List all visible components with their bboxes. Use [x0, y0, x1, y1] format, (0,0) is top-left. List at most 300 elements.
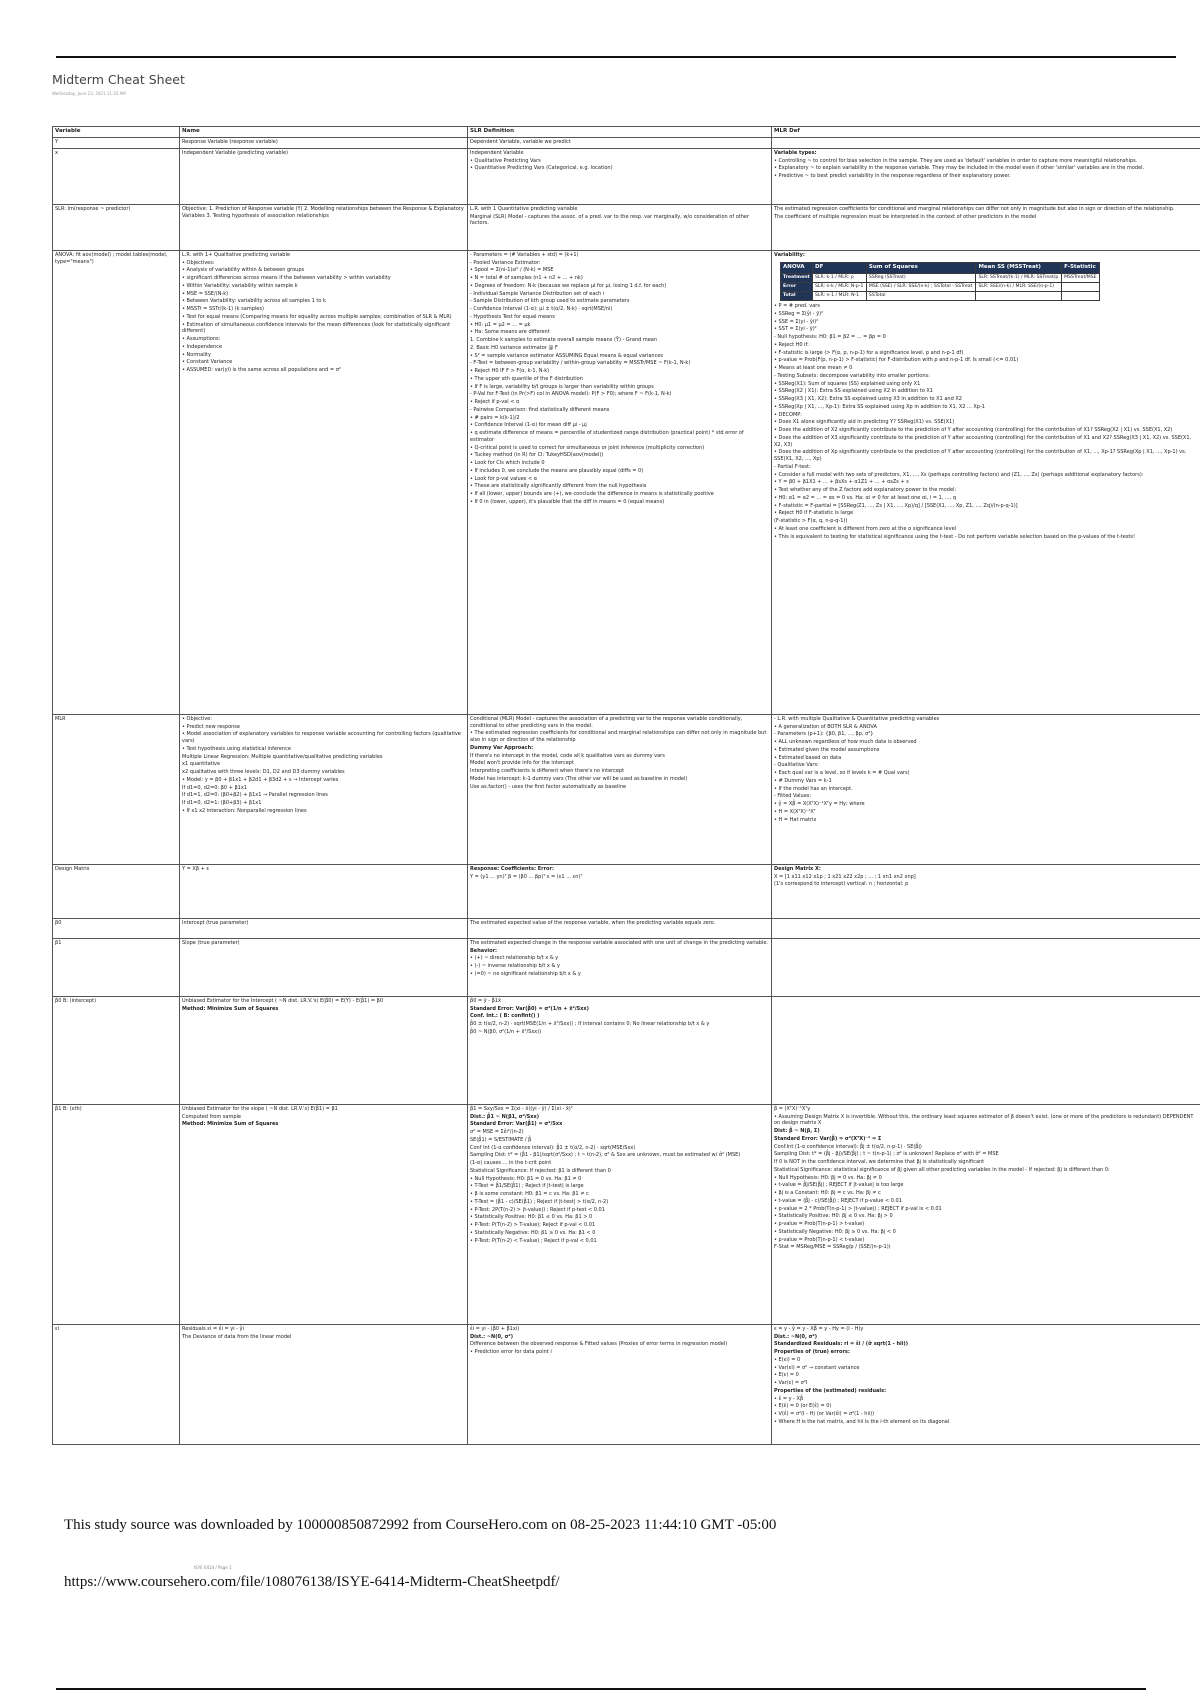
cell-line: • Estimation of simultaneous confidence intervals for the mean differences (look for statistically significant different) [182, 321, 451, 335]
anova-cell: Error [781, 282, 813, 291]
cell-line: • ALL unknown regardless of how much data is observed [774, 739, 917, 745]
cell-line: (1-α) causes ... in the t-crit point [470, 1160, 552, 1166]
cell-line: Conf. Int.: ( B: confint() ) [470, 1013, 540, 1020]
cell-line: β̂0 ~ N(β0, σ²(1/n + x̄²/Sxx)) [470, 1028, 542, 1035]
cell-line: • If all (lower, upper) bounds are (+), we conclude the difference in means is statistically positive [470, 491, 714, 497]
cell-line: Properties of the (estimated) residuals: [774, 1387, 887, 1394]
cell-line: - Individual Sample Variance Distribution set of each i [470, 290, 605, 297]
cell-line: • Assuming Design Matrix X is invertible. Without this, the ordinary least squares estimator of β doesn't exist. (one or more of the predictors is redundant) DEPENDENT on design matrix X [774, 1113, 1194, 1127]
cell-line: Statistical Significance: If rejected: β1 is different than 0 [470, 1167, 611, 1174]
cell-line: - Null hypothesis: H0: β1 = β2 = ... = βp = 0 [774, 334, 886, 341]
cell-line: ε = y - ŷ = y - Xβ̂ = y - Hy = (I - H)y [774, 1325, 864, 1332]
cell-line: • Does the addition of Xp significantly contribute to the prediction of Y after accounting (controlling) for the contribution of X1, ..., Xp-1? SSReg(Xp | X1, ..., Xp-1) vs. SSE(X1, X2, ..., Xp) [774, 449, 1187, 463]
cell-line: • N = total # of samples (n1 + n2 + ... + nk) [470, 275, 583, 281]
cell-line: • S² = sample variance estimator ASSUMING Equal means & equal variances [470, 352, 664, 359]
cell-slr [468, 996, 772, 1104]
cell-line: - Pairwise Comparison: find statistically different means [470, 406, 610, 413]
cell-line: - Qualitative Vars: [774, 762, 819, 769]
cell-slr [468, 918, 772, 938]
cell-line: L.R. with 1 Quantitative predicting variable [470, 205, 578, 212]
variable-label: Design Matrix [55, 865, 90, 872]
cell-line: • Consider a full model with two sets of predictors, X1, ..., Xs (perhaps controlling factors) and (Z1, ..., Zs) (perhaps additional explanatory factors): [774, 471, 1144, 478]
cell-line: • Constant Variance [182, 359, 233, 366]
cell-variable [53, 918, 180, 938]
column-header-name: Name [180, 127, 468, 138]
cell-line: ε̂i = yi - (β̂0 + β̂1xi) [470, 1325, 520, 1332]
cell-line: Model has intercept: k-1 dummy vars (The other var will be used as baseline in model) [470, 775, 688, 782]
cell-name [180, 864, 468, 918]
table-row [53, 138, 1200, 149]
cell-line: • βj is a Constant: H0: βj = c vs. Ha: βj ≠ c [774, 1190, 881, 1196]
table-row [53, 250, 1200, 714]
top-rule [56, 56, 1176, 58]
cell-line: If d1=0, d2=0: β0 + β1x1 [182, 784, 247, 791]
cell-line: • β is some constant: H0: β1 = c vs. Ha: β1 ≠ c [470, 1191, 589, 1197]
cell-line: Dummy Var Approach: [470, 744, 534, 751]
cell-line: • Prediction error for data point i [470, 1349, 552, 1355]
variable-label: β̂1 B: (xth) [55, 1105, 82, 1112]
cell-line: Conf.Int (1-α confidence interval): β̂j ± t(α/2, n-p-1) · SE(β̂j) [774, 1143, 922, 1150]
cell-line: Method: Minimize Sum of Squares [182, 1005, 279, 1012]
cell-line: - Testing Subsets: decompose variability into smaller portions: [774, 372, 930, 379]
cell-line: The estimated expected change in the response variable associated with one unit of change in the predicting variable. [470, 939, 768, 946]
cell-line: • Null Hypothesis: H0: βj = 0 vs. Ha: βj ≠ 0 [774, 1174, 882, 1181]
anova-header: ANOVA [781, 262, 813, 273]
cell-slr [468, 204, 772, 250]
table-body [53, 138, 1200, 1445]
cell-line: Dependent Variable, variable we predict [470, 139, 571, 145]
variable-label: β1 [55, 939, 62, 946]
cell-line: • E(ε) = 0 [774, 1372, 799, 1379]
cell-variable [53, 148, 180, 204]
cell-line: • These are statistically significantly different from the null hypothesis [470, 483, 647, 490]
cell-line: • Reject H0 if: [774, 341, 809, 348]
cell-line: • Estimated based on data [774, 754, 842, 761]
cell-variable [53, 864, 180, 918]
cell-line: • p-value = Prob(F(p, n-p-1) > F-statistic) for F-distribution with p and n-p-1 df. Is small (<= 0.01) [774, 357, 1019, 364]
cell-variable [53, 204, 180, 250]
cell-line: • Analysis of variability within & between groups [182, 267, 305, 274]
cell-line: • Each qual var is a level, so if levels k = # Qual vars) [774, 770, 910, 776]
cell-line: • SSReg(X2 | X1): Extra SS explained using X2 in addition to X1 [774, 388, 933, 395]
cell-line: • Does the addition of X3 significantly contribute to the prediction of Y after accounting (controlling) for the contribution of X1 and X2? SSReg(X3 | X1, X2) vs. SSE(X1, X2, X3) [774, 434, 1192, 448]
cell-line: • Within Variability: variability within sample k [182, 282, 298, 289]
cell-line: Variability: [774, 251, 805, 258]
cell-line: • Reject H0 if F-statistic is large [774, 510, 854, 517]
cell-line: Variable types: [774, 149, 817, 156]
anova-table [780, 262, 1100, 302]
cell-line: Y = Xβ + ε [182, 865, 210, 872]
cell-line: x2 qualitative with three levels: D1, D2 and D3 dummy variables [182, 769, 345, 775]
anova-row [781, 291, 1100, 300]
cell-line: • SSReg = Σ(ŷi - ȳ)² [774, 310, 824, 317]
anova-cell: SSTotal [866, 291, 976, 300]
cell-name [180, 138, 468, 149]
cell-name [180, 714, 468, 864]
cell-line: • (+) ~ direct relationship b/t x & y [470, 955, 559, 962]
cell-line: L.R. with 1+ Qualitative predicting variable [182, 251, 290, 258]
cell-line: • Spool = Σ(ni-1)si² / (N-k) = MSE [470, 267, 554, 274]
cheat-sheet-table [52, 126, 1200, 1445]
cell-line: • (-) ~ inverse relationship b/t x & y [470, 963, 560, 969]
variable-label: SLR: lm(response ~ predictor) [55, 205, 131, 212]
table-row [53, 1104, 1200, 1324]
cell-line: Standard Error: Var(β̂0) = σ²(1/n + x̄²/Sxx) [470, 1005, 589, 1012]
cell-slr [468, 864, 772, 918]
cell-line: X = [1 x11 x12 x1p ; 1 x21 x22 x2p ; ... ; 1 xn1 xn2 xnp] [774, 873, 916, 880]
cell-line: • Statistically Positive: H0: βj ≤ 0 vs. Ha: βj > 0 [774, 1213, 893, 1220]
anova-row [781, 273, 1100, 282]
anova-header: DF [813, 262, 867, 273]
cell-line: • The upper αth quantile of the F distribution [470, 375, 583, 382]
cell-line: Properties of (true) errors: [774, 1349, 850, 1355]
cell-line: Response Variable (response variable) [182, 139, 278, 145]
cell-line: Model won't provide info for the intercept [470, 760, 574, 767]
cell-line: Standard Error: Var(β̂1) = σ²/Sxx [470, 1121, 563, 1128]
anova-row [781, 282, 1100, 291]
variable-label: εi [55, 1325, 60, 1332]
cell-line: x1 quantitative [182, 761, 221, 768]
cell-line: • Var(εi) = σ² → constant variance [774, 1364, 860, 1371]
cell-variable [53, 938, 180, 996]
cell-line: • Means at least one mean ≠ 0 [774, 365, 853, 372]
cell-line: • SST = Σ(yi - ȳ)² [774, 326, 817, 333]
cell-line: • Look for CIs which include 0 [470, 460, 545, 466]
cell-line: Use as.factor() - uses the first factor automatically as baseline [470, 783, 627, 790]
cell-line: • Reject H0 IF F > F(α, k-1, N-k) [470, 368, 550, 374]
variable-label: x [55, 149, 58, 156]
column-header-slr-definition: SLR Definition [468, 127, 772, 138]
cell-line: • Reject if p-val < α [470, 399, 520, 405]
cell-line: • Statistically Positive: H0: β1 ≤ 0 vs. Ha: β1 > 0 [470, 1214, 593, 1221]
header-row [53, 127, 1200, 138]
variable-label: Y [55, 139, 59, 145]
cell-line: Independent Variable [470, 149, 524, 156]
cell-name [180, 148, 468, 204]
cell-mlr [772, 204, 1200, 250]
cell-line: Marginal (SLR) Model - captures the assoc. of a pred. var to the resp. var marginally, w/o consideration of other factors. [470, 213, 750, 227]
cell-line: • P-Test: 2P(T(n-2) > |t-value|) ; Reject if p-test < 0.01 [470, 1206, 605, 1213]
cell-line: • Test whether any of the Z factors add explanatory power to the model: [774, 487, 957, 494]
cell-mlr [772, 918, 1200, 938]
cell-line: • Controlling ~ to control for bias selection in the sample. They are used as 'default' variables in order to capture more meaningful relationships. [774, 157, 1138, 164]
anova-cell: Total [781, 291, 813, 300]
cell-slr [468, 138, 772, 149]
cell-slr [468, 1104, 772, 1324]
anova-cell [1062, 282, 1100, 291]
cell-line: • Model: y = β0 + β1x1 + β2d1 + β3d2 + ε → Intercept varies [182, 776, 339, 783]
cell-line: Conf Int (1-α confidence interval): β̂1 ± t(α/2, n-2) · sqrt(MSE/Sxx) [470, 1144, 636, 1151]
cell-line: • If includes 0, we conclude the means are plausibly equal (diffs = 0) [470, 467, 644, 474]
cell-line: • If the model has an intercept. [774, 785, 853, 792]
cell-line: β̂1 = Sxy/Sxx = Σ(xi - x̄)(yi - ȳ) / Σ(xi - x̄)² [470, 1105, 573, 1112]
cell-line: If d1=1, d2=0: (β0+β2) + β1x1 → Parallel regression lines [182, 792, 328, 799]
anova-header: F-Statistic [1062, 262, 1100, 273]
cell-line: - Partial F-test: [774, 463, 811, 470]
anova-cell: MSSTreat/MSE [1062, 273, 1100, 282]
cell-line: Difference between the observed response & Fitted values (Proxies of error terms in regression model) [470, 1341, 728, 1348]
cell-line: (F-statistic > F(α, q, n-p-q-1)) [774, 518, 848, 525]
cell-line: - Pooled Variance Estimator: [470, 259, 541, 266]
cell-line: • V(ε̂) = σ²(I - H) (or Var(ε̂i) = σ²(1 - hii)) [774, 1411, 875, 1417]
cell-line: Y = (y1 ... yn)ᵀ β = (β0 ... βp)ᵀ ε = (ε1 ... εn)ᵀ [470, 873, 583, 880]
anova-cell: SSReg (SSTreat) [866, 273, 976, 282]
cell-line: - Parameters = (# Variables + std) = (k+1) [470, 251, 579, 258]
cell-line: • E(ε̂) = 0 (or E(ε̂) = 0) [774, 1403, 832, 1410]
cell-line: • A generalization of BOTH SLR & ANOVA [774, 723, 877, 730]
table-row [53, 1324, 1200, 1444]
anova-cell: SLR: k-1 / MLR: p [813, 273, 867, 282]
cell-slr [468, 1324, 772, 1444]
cell-line: • P-Test: P(T(n-2) > T-value); Reject if p-val < 0.01 [470, 1222, 596, 1228]
cell-slr [468, 250, 772, 714]
cell-variable [53, 714, 180, 864]
cell-line: • ASSUMED: var(yi) is the same across all populations and = σ² [182, 367, 341, 373]
cell-line: Computed from sample [182, 1113, 241, 1120]
cell-line: • (=0) ~ no significant relationship b/t x & y [470, 970, 581, 977]
cell-line: If d1=0, d2=1: (β0+β3) + β1x1 [182, 800, 262, 806]
cell-slr [468, 714, 772, 864]
cell-line: • Q-critical point is used to correct for simultaneous or joint inference (multiplicity correction) [470, 444, 705, 451]
anova-cell [976, 291, 1062, 300]
cell-name [180, 250, 468, 714]
cell-line: • MSSTr = SSTr/(k-1) (k samples) [182, 306, 264, 312]
cell-line: Response: Coefficients: Error: [470, 865, 554, 872]
cell-line: β̂0 ± t(α/2, n-2) · sqrt(MSE(1/n + x̄²/Sxx)) ; If interval contains 0: No linear relationship b/t x & y [470, 1021, 710, 1027]
bottom-rule [56, 1688, 1146, 1690]
cell-line: Multiple Linear Regression: Multiple quantitative/qualitative predicting variables [182, 753, 383, 760]
cell-line: • Objective: [182, 715, 212, 722]
anova-header: Sum of Squares [866, 262, 976, 273]
cell-line: • Degrees of freedom: N-k (because we replace μi for μi, losing 1 d.f. for each) [470, 282, 667, 289]
cell-line: Method: Minimize Sum of Squares [182, 1121, 279, 1128]
cell-line: • H0: α1 = α2 = ... = αs = 0 vs. Ha: αi ≠ 0 for at least one αi, i = 1, ..., q [774, 494, 957, 501]
cell-line: • E(εi) = 0 [774, 1356, 801, 1363]
cell-line: • Model association of explanatory variables to response variable accounting for controlling factors (qualitative vars) [182, 731, 461, 744]
table-row [53, 864, 1200, 918]
cell-line: Standard Error: Var(β̂) = σ²(XᵀX)⁻¹ = Σ [774, 1135, 882, 1142]
cell-line: The Deviance of data from the linear model [182, 1333, 292, 1340]
cell-mlr [772, 714, 1200, 864]
cell-slr [468, 938, 772, 996]
anova-cell: SLR: n-k / MLR: N-p-1 [813, 282, 867, 291]
cell-line: The estimated regression coefficients for conditional and marginal relationships can differ not only in magnitude but also in sign or direction of the relationship. [774, 205, 1175, 212]
cell-line: • Var(ε) = σ²I [774, 1380, 808, 1386]
cell-line: • Explanatory ~ to explain variability in the response variable. They may be included in the model even if other 'similar' variables are in the model. [774, 165, 1145, 172]
cell-line: Sampling Dist: t* = (β̂j - βj)/SE(β̂j) ; t ~ t(n-p-1) ; σ² is unknown! Replace σ² with σ̂² = MSE [774, 1151, 999, 1158]
cell-line: The coefficient of multiple regression must be interpreted in the context of other predictors in the model [774, 213, 1037, 220]
variable-label: ANOVA: fit aov(model) ; model.tables(model, type="means") [55, 251, 168, 265]
page-title: Midterm Cheat Sheet [52, 72, 185, 87]
cell-line: - P-Val for F-Test (in Pr(>F) col in ANOVA model): P(F > F0); where F ~ F(k-1, N-k) [470, 391, 672, 398]
cell-line: Slope (true parameter) [182, 939, 240, 946]
cell-line: • F-statistic = F-partial = [SSReg(Z1, ..., Zs | X1, ..., Xp)/q] / [SSE(X1, ..., Xp, Z1, ..., Zq)/(n-p-q-1)] [774, 502, 1018, 509]
cell-variable [53, 138, 180, 149]
variable-label: MLR [55, 715, 66, 722]
cell-line: • Assumptions: [182, 336, 221, 342]
cell-line: Dist: β̂ ~ N(β, Σ) [774, 1128, 820, 1134]
cell-line: β̂0 = ȳ - β̂1x̄ [470, 997, 502, 1004]
cell-line: - Parameters (p+1): {β0, β1, ..., βp, σ²} [774, 731, 874, 738]
cell-line: Intercept (true parameter) [182, 919, 249, 926]
page-date: Wednesday, June 23, 2021 11:33 AM [52, 91, 126, 96]
cell-variable [53, 996, 180, 1104]
cell-line: • H = X(XᵀX)⁻¹Xᵀ [774, 808, 816, 815]
cell-line: • DECOMP: [774, 411, 802, 418]
cell-line: • t-value = β̂j/SE(β̂j) ; REJECT if |t-value| is too large [774, 1182, 904, 1189]
cell-line: • Ha: Some means are different [470, 329, 550, 336]
cell-line: • P = # pred. vars [774, 303, 820, 310]
cell-line: • Look for p-val values < α [470, 475, 538, 482]
cell-line: Design Matrix X: [774, 865, 821, 872]
cell-line: The estimated expected value of the response variable, when the predicting variable equals zero. [470, 919, 716, 926]
cell-line: SE(β̂1) = S/ESTIMATE / β̂ [470, 1136, 532, 1143]
table-row [53, 148, 1200, 204]
cell-line: • Objectives: [182, 259, 215, 266]
cell-line: • Statistically Negative: H0: βj ≥ 0 vs. Ha: βj < 0 [774, 1228, 896, 1235]
table-row [53, 996, 1200, 1104]
anova-header: Mean SS (MSSTreat) [976, 262, 1062, 273]
cell-mlr [772, 1324, 1200, 1444]
cell-line: σ² = MSE = Σε̂i²/(n-2) [470, 1129, 524, 1135]
cell-line: • ε̂ = y - Xβ̂ [774, 1395, 804, 1402]
cell-mlr [772, 250, 1200, 714]
cell-line: Dist.: β̂1 ~ N(β1, σ²/Sxx) [470, 1113, 540, 1120]
cell-line: Sampling Dist: t* = (β̂1 - β1)/sqrt(σ²/Sxx) ; t ~ t(n-2), σ² & Sxx are unknown, must be estimated w/ σ̂² (MSE) [470, 1152, 741, 1159]
cell-line: • Where H is the hat matrix, and hii is the i-th element on its diagonal [774, 1418, 950, 1425]
cell-line: • Predict new response [182, 723, 240, 730]
cell-line: • ŷ = Xβ̂ = X(XᵀX)⁻¹Xᵀy = Hy; where [774, 801, 865, 807]
cell-line: • Between Variability: variability across all samples 1 to k [182, 298, 326, 305]
cell-line: Interpreting coefficients is different when there's no intercept [470, 768, 625, 774]
cell-line: • Predictive ~ to best predict variability in the response regardless of their explanatory power. [774, 173, 1011, 179]
cell-line: 1. Combine k samples to estimate overall sample means (Ȳ) - Grand mean [470, 337, 658, 343]
cell-line: • p-value = Prob(T(n-p-1) > t-value) [774, 1221, 865, 1227]
cell-line: • Tuckey method (in R) for CI: TukeyHSD(aov(model)) [470, 452, 604, 459]
cell-name [180, 938, 468, 996]
cell-line: Dist.: ~N(0, σ²) [470, 1333, 514, 1340]
cell-line: (1's correspond to intercept) vertical: n ; horizontal: p [774, 881, 909, 888]
cell-line: • Does X1 alone significantly aid in predicting Y? SSReg(X1) vs. SSE(X1) [774, 419, 955, 426]
cell-line: • T-Test = β̂1/SE(β̂1) ; Reject if |t-test| is large [470, 1183, 584, 1190]
page-marker: ISYE 6414 / Page 1 [194, 1565, 232, 1570]
cell-line: • Does the addition of X2 significantly contribute to the prediction of Y after accounting (controlling) for the contribution of X1? SSReg(X2 | X1) vs. SSE(X1, X2) [774, 427, 1173, 434]
cell-line: Conditional (MLR) Model - captures the association of a predicting var to the response variable conditionally, conditional to other predicting vars in the model. [470, 715, 743, 729]
cell-name [180, 996, 468, 1104]
cell-line: • T-Test = (β̂1 - c)/SE(β̂1) ; Reject if |t-test| > t(α/2, n-2) [470, 1198, 609, 1205]
cell-line: Objective: 1. Prediction of Response variable (Y) 2. Modelling relationships between the Response & Explanatory Variables 3. Testing hypothesis of association relationships [182, 205, 464, 219]
cell-line: Independent Variable (predicting variable) [182, 149, 288, 156]
cell-line: • Test for equal means (Comparing means for equality across multiple samples; combination of SLR & MLR) [182, 313, 452, 320]
variable-label: β̂0 B: (intercept) [55, 997, 97, 1004]
column-header-mlr-def: MLR Def [772, 127, 1200, 138]
cell-variable [53, 1324, 180, 1444]
cell-line: β̂ = (XᵀX)⁻¹Xᵀy [774, 1105, 811, 1112]
cell-line: - Confidence Interval (1-α): μi ± t(α/2, N-k) · sqrt(MSE/ni) [470, 306, 613, 312]
cell-line: Unbiased Estimator for the slope ( ~N dist. LR.V.'s) E(β̂1) = β1 [182, 1105, 338, 1112]
cell-mlr [772, 996, 1200, 1104]
source-url[interactable]: https://www.coursehero.com/file/108076138/ISYE-6414-Midterm-CheatSheetpdf/ [64, 1574, 560, 1590]
cell-line: • p-value = 2 * Prob(T(n-p-1) > |t-value|) ; REJECT if p-val is < 0.01 [774, 1205, 942, 1212]
cell-mlr [772, 864, 1200, 918]
cell-line: If there's no intercept in the model, code all k qualitative vars as dummy vars [470, 752, 665, 759]
cell-mlr [772, 1104, 1200, 1324]
table-row [53, 938, 1200, 996]
cell-line: If 0 is NOT in the confidence interval, we determine that βj is statistically significant [774, 1159, 985, 1165]
cell-line: • Confidence Interval (1-α) for mean diff μi - μj [470, 422, 587, 429]
cell-variable [53, 1104, 180, 1324]
cell-variable [53, 250, 180, 714]
table-row [53, 204, 1200, 250]
cell-line: • Normality [182, 351, 211, 358]
anova-cell: SLR: n-1 / MLR: N-1 [813, 291, 867, 300]
cell-line: Residuals εi = ε̂i = yi - ŷi [182, 1325, 244, 1332]
cell-line: • Y = β0 + β1X1 + ... + βsXs + α1Z1 + ... + αsZs + ε [774, 479, 909, 486]
cell-line: - Hypothesis Test for equal means [470, 313, 555, 320]
table-row [53, 714, 1200, 864]
download-note: This study source was downloaded by 100000850872992 from CourseHero.com on 08-25-2023 11:44:10 GMT -05:00 [64, 1517, 777, 1533]
cell-mlr [772, 148, 1200, 204]
cell-line: Statistical Significance: statistical significance of βj given all other predicting variables in the model - If rejected: βj is different than 0: [774, 1166, 1110, 1173]
cell-name [180, 204, 468, 250]
anova-cell: SLR: SSTreat/(k-1) / MLR: SSTreat/p [976, 273, 1062, 282]
cell-line: • F-statistic is large (> F(α, p, n-p-1) for a significance level, p and n-p-1 df) [774, 349, 964, 356]
cell-mlr [772, 138, 1200, 149]
cell-name [180, 918, 468, 938]
cell-line: • At least one coefficient is different from zero at the α significance level [774, 525, 957, 532]
cell-line: Behavior: [470, 947, 498, 954]
cell-line: • This is equivalent to testing for statistical significance using the t-test - Do not perform variable selection based on the p-values of the t-tests! [774, 533, 1135, 540]
cell-line: • # pairs = k(k-1)/2 [470, 414, 520, 421]
cell-line: • p-value = Prob(T(n-p-1) < t-value) [774, 1236, 865, 1243]
cell-line: • Null Hypothesis: H0: β1 = 0 vs. Ha: β1 ≠ 0 [470, 1175, 582, 1182]
cell-line: • significant differences across means if the between variability > within variability [182, 275, 391, 281]
cell-line: • SSE = Σ(yi - ŷi)² [774, 318, 819, 325]
cell-line: - F-Test = between-group variability / within-group variability = MSSTr/MSE ~ F(k-1, N-k) [470, 360, 691, 367]
cell-line: • Estimated given the model assumptions [774, 746, 880, 753]
cell-line: F-Stat = MSReg/MSE = SSReg/p / (SSE/(n-p-1)) [774, 1244, 891, 1251]
cell-line: • SSReg(X1): Sum of squares (SS) explained using only X1 [774, 380, 921, 387]
cell-line: • The estimated regression coefficients for conditional and marginal relationships can differ not only in magnitude but also in sign or direction of the relationship [470, 730, 767, 743]
cell-name [180, 1104, 468, 1324]
cell-line: • Quantitative Predicting Vars (Categorical, e.g. location) [470, 165, 613, 172]
anova-cell: MSE (SSE) / SLR: SSE/(n-k) ; SSTotal - SSTreat [866, 282, 976, 291]
cell-mlr [772, 938, 1200, 996]
cell-line: 2. Basic H0 variance estimator @ F [470, 344, 558, 351]
anova-table-wrapper [774, 260, 1200, 304]
cell-line: • Independence [182, 343, 223, 350]
cell-line: - Sample Distribution of kth group used to estimate parameters [470, 298, 630, 305]
cell-line: • t-value = (β̂j - c)/SE(β̂j) ; REJECT if p-value < 0.01 [774, 1197, 902, 1204]
cell-line: • Qualitative Predicting Vars [470, 157, 541, 164]
cell-line: • P-Test: P(T(n-2) < T-value) ; Reject if p-val < 0.01 [470, 1237, 597, 1244]
cell-line: • MSE = SSE/(N-k) [182, 290, 229, 297]
cell-line: • Statistically Negative: H0: β1 ≥ 0 vs. Ha: β1 < 0 [470, 1229, 596, 1236]
cell-line: • If x1 x2 interaction: Nonparallel regression lines [182, 807, 307, 814]
cell-line: • H = Hat matrix [774, 816, 817, 823]
anova-cell: SLR: SSE/(n-k) / MLR: SSE/(n-p-1) [976, 282, 1062, 291]
cell-name [180, 1324, 468, 1444]
cell-line: - Fitted Values: [774, 793, 812, 800]
variable-label: β0 [55, 919, 62, 926]
cell-slr [468, 148, 772, 204]
column-header-variable: Variable [53, 127, 180, 138]
cell-line: • If F is large, variability b/t groups is larger than variability within groups [470, 383, 654, 390]
cell-line: • SSReg(Xp | X1, ..., Xp-1): Extra SS explained using Xp in addition to X1, X2 ... Xp-1 [774, 403, 985, 410]
table-row [53, 918, 1200, 938]
cell-line: - L.R. with multiple Qualitative & Quantitative predicting variables [774, 715, 940, 722]
anova-cell [1062, 291, 1100, 300]
